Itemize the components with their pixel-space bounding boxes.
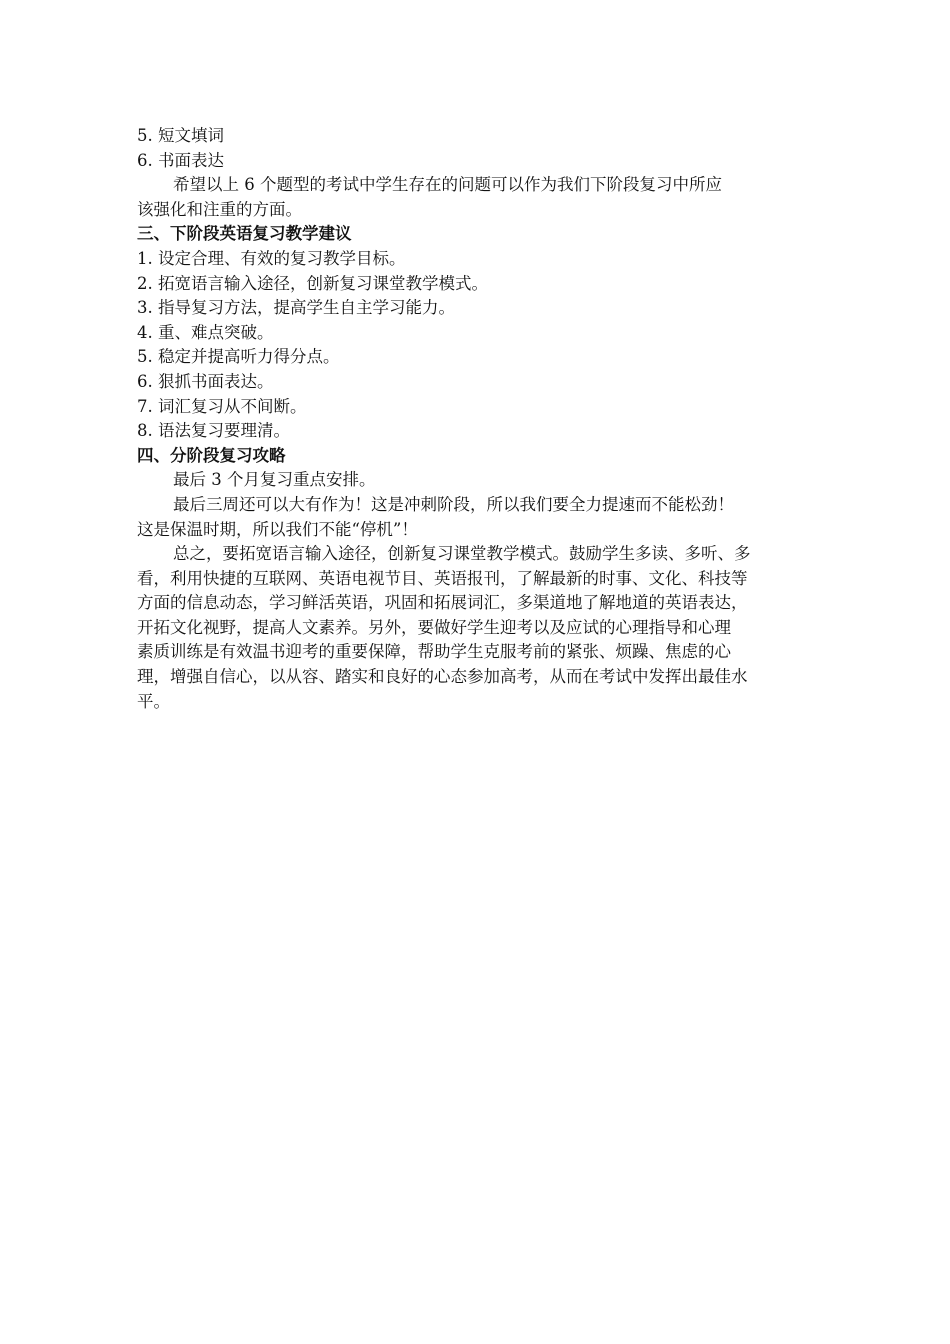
paragraph-line: 最后三周还可以大有作为！这是冲刺阶段，所以我们要全力提速而不能松劲！: [173, 494, 734, 514]
paragraph-line: 总之，要拓宽语言输入途径，创新复习课堂教学模式。鼓励学生多读、多听、多: [173, 544, 751, 564]
list-item: 2. 拓宽语言输入途径，创新复习课堂教学模式。: [137, 273, 488, 293]
paragraph-line: 看，利用快捷的互联网、英语电视节目、英语报刊，了解最新的时事、文化、科技等: [137, 568, 748, 588]
list-item: 3. 指导复习方法，提高学生自主学习能力。: [137, 298, 455, 318]
document-body: [137, 124, 815, 714]
list-item: 1. 设定合理、有效的复习教学目标。: [137, 248, 406, 268]
list-item: 8. 语法复习要理清。: [137, 421, 290, 441]
suggestion-list: [137, 247, 815, 444]
paragraph-line: 这是保温时期，所以我们不能“停机”！: [137, 519, 418, 539]
paragraph-months: 最后 3 个月复习重点安排。: [173, 470, 376, 490]
paragraph-weeks: [137, 493, 815, 542]
list-item: 4. 重、难点突破。: [137, 322, 274, 342]
list-item: 6. 狠抓书面表达。: [137, 371, 274, 391]
paragraph-line: 该强化和注重的方面。: [137, 199, 302, 219]
list-item: 7. 词汇复习从不间断。: [137, 396, 307, 416]
paragraph-line: 理，增强自信心，以从容、踏实和良好的心态参加高考，从而在考试中发挥出最佳水: [137, 667, 748, 687]
list-item: 5. 稳定并提高听力得分点。: [137, 347, 340, 367]
paragraph-line: 开拓文化视野，提高人文素养。另外，要做好学生迎考以及应试的心理指导和心理: [137, 617, 731, 637]
paragraph-line: 平。: [137, 691, 170, 711]
paragraph-hope: [137, 173, 815, 222]
section-heading-3: 三、下阶段英语复习教学建议: [137, 224, 352, 244]
list-item: 5. 短文填词: [137, 126, 224, 145]
paragraph-line: 方面的信息动态，学习鲜活英语，巩固和拓展词汇，多渠道地了解地道的英语表达，: [137, 593, 748, 613]
paragraph-line: 素质训练是有效温书迎考的重要保障，帮助学生克服考前的紧张、烦躁、焦虑的心: [137, 642, 731, 662]
section-heading-4: 四、分阶段复习攻略: [137, 445, 286, 465]
list-item: 6. 书面表达: [137, 150, 224, 170]
paragraph-line: 希望以上 6 个题型的考试中学生存在的问题可以作为我们下阶段复习中所应: [173, 175, 722, 195]
paragraph-summary: [137, 542, 815, 714]
